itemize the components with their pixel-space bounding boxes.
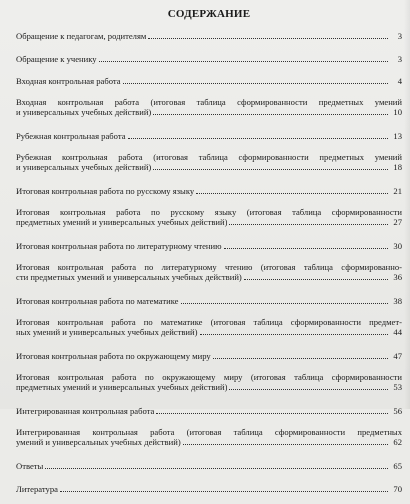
toc-item [16, 152, 402, 184]
toc-item-title-line2: умений и универсальных учебных действий) [16, 436, 181, 447]
toc-item-title-line1: Интегрированная контрольная работа (итоговая таблица сформированности предметных [16, 426, 402, 437]
dot-leader [153, 169, 388, 170]
toc-item-title: Обращение к педагогам, родителям [16, 31, 147, 41]
dot-leader [128, 138, 388, 139]
toc-item [16, 372, 402, 404]
toc-item [16, 459, 402, 482]
toc-item-title: Итоговая контрольная работа по математике [16, 296, 179, 307]
toc-item [16, 427, 402, 459]
toc-item-title: Итоговая контрольная работа по русскому языку [16, 186, 195, 197]
dot-leader [156, 413, 388, 414]
dot-leader [153, 114, 388, 115]
toc-item-title-line1: Рубежная контрольная работа (итоговая таблица сформированности предметных умений [16, 151, 402, 162]
toc-item [16, 207, 402, 239]
toc-item-title-line2: и универсальных учебных действий) [16, 106, 152, 117]
dot-leader [213, 358, 388, 359]
toc-item [16, 239, 402, 262]
toc-item-page: 65 [393, 461, 402, 472]
toc-item [16, 97, 402, 129]
toc-item-page: 47 [393, 351, 402, 362]
dot-leader [244, 279, 388, 280]
toc-item-title-line2: сти предметных умений и универсальных учебных действий) [16, 271, 242, 282]
toc-item-page: 62 [393, 436, 402, 447]
page-title: СОДЕРЖАНИЕ [167, 8, 251, 20]
toc-item [16, 262, 402, 294]
toc-item-page: 38 [393, 296, 402, 307]
toc-item-page: 70 [393, 483, 402, 494]
toc-item [16, 184, 402, 207]
toc-item [16, 52, 402, 75]
toc-item-page: 53 [393, 381, 402, 392]
dot-leader [60, 491, 388, 492]
toc-item-title-line1: Итоговая контрольная работа по окружающему миру (итоговая таблица сформированности [16, 371, 402, 382]
toc-item-title: Итоговая контрольная работа по литературному чтению [16, 241, 222, 252]
toc-item-title-line2: предметных умений и универсальных учебных действий) [16, 216, 228, 227]
toc-item-page: 4 [397, 76, 402, 87]
toc-item-page: 18 [393, 161, 402, 172]
dot-leader [196, 193, 388, 194]
toc-item-title: Ответы [16, 461, 44, 472]
toc-item [16, 317, 402, 349]
toc-item [16, 29, 402, 52]
table-of-contents [16, 29, 402, 504]
toc-item [16, 129, 402, 152]
toc-item-page: 44 [393, 326, 402, 337]
toc-item-page: 27 [393, 216, 402, 227]
toc-item [16, 349, 402, 372]
dot-leader [224, 248, 388, 249]
toc-item-title-line1: Входная контрольная работа (итоговая таблица сформированности предметных умений [16, 96, 402, 107]
dot-leader [183, 444, 388, 445]
toc-item-page: 36 [393, 271, 402, 282]
toc-item-title: Итоговая контрольная работа по окружающему миру [16, 351, 211, 362]
toc-item-title-line2: предметных умений и универсальных учебных действий) [16, 381, 228, 392]
dot-leader [99, 61, 388, 62]
toc-item-title: Входная контрольная работа [16, 76, 121, 87]
toc-item [16, 294, 402, 317]
dot-leader [200, 334, 389, 335]
dot-leader [229, 224, 388, 225]
toc-item-page: 3 [397, 31, 402, 41]
toc-item-title: Обращение к ученику [16, 53, 97, 64]
toc-item-title-line2: ных умений и универсальных учебных действий) [16, 326, 198, 337]
toc-item-page: 3 [397, 53, 402, 64]
toc-item-page: 13 [393, 131, 402, 142]
toc-item-title: Рубежная контрольная работа [16, 131, 126, 142]
toc-item-page: 10 [393, 106, 402, 117]
toc-item-title-line1: Итоговая контрольная работа по литературному чтению (итоговая таблица сформированно- [16, 261, 402, 272]
toc-item-title-line1: Итоговая контрольная работа по русскому языку (итоговая таблица сформированности [16, 206, 402, 217]
toc-item-title: Интегрированная контрольная работа [16, 406, 155, 417]
dot-leader [148, 38, 388, 39]
toc-item-title-line1: Итоговая контрольная работа по математике (итоговая таблица сформированности предмет- [16, 316, 402, 327]
toc-item [16, 482, 402, 504]
dot-leader [229, 389, 388, 390]
toc-item-title: Литература [16, 483, 58, 494]
toc-item-page: 21 [393, 186, 402, 197]
toc-item-page: 30 [393, 241, 402, 252]
dot-leader [181, 303, 389, 304]
toc-item-page: 56 [393, 406, 402, 417]
dot-leader [45, 468, 388, 469]
page-edge-shadow [404, 0, 410, 409]
toc-item [16, 74, 402, 97]
dot-leader [123, 83, 388, 84]
toc-item-title-line2: и универсальных учебных действий) [16, 161, 152, 172]
toc-item [16, 404, 402, 427]
